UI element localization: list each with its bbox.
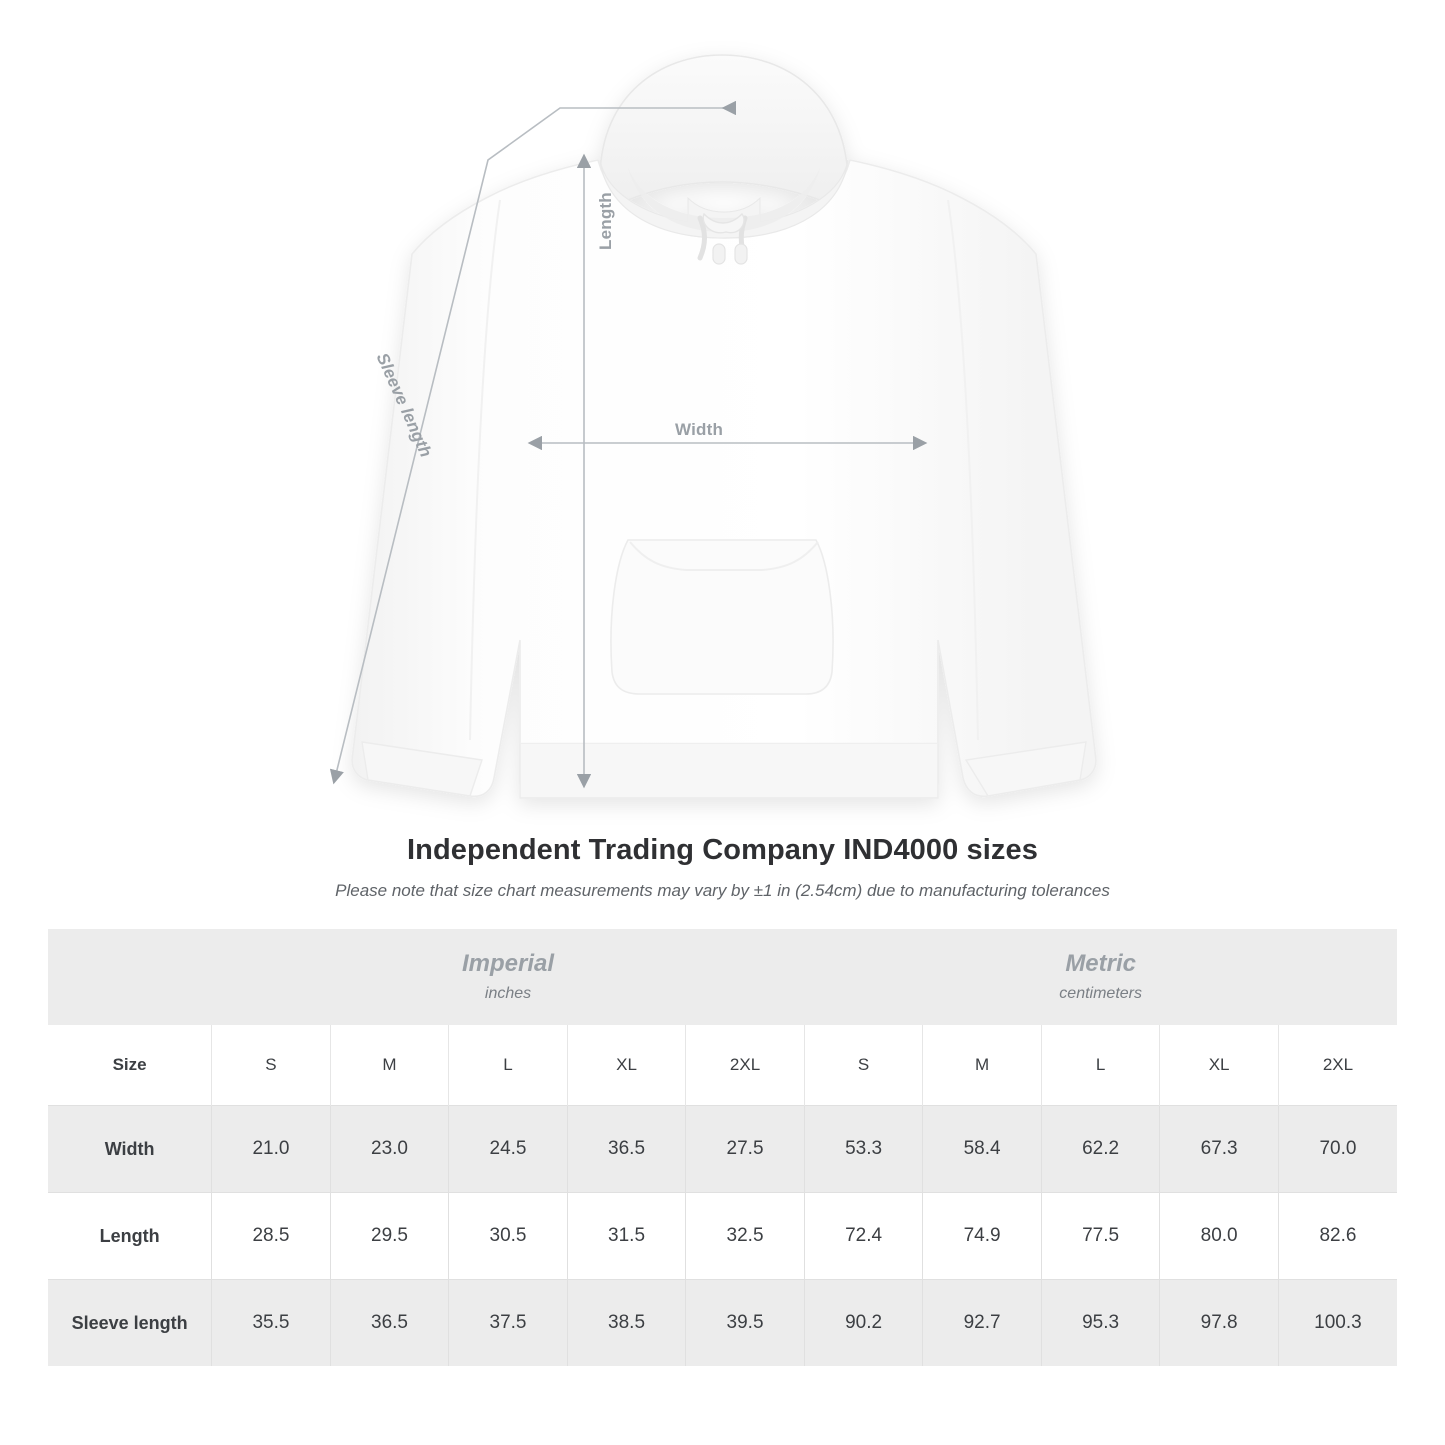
table-row <box>48 1106 1397 1193</box>
row-label-width: Width <box>48 1106 212 1193</box>
unit-system-imperial <box>212 929 805 1025</box>
measurement-tolerance-note: Please note that size chart measurements may vary by ±1 in (2.54cm) due to manufacturing tolerances <box>335 881 1110 900</box>
cell-sleeve-metric-xl: 97.8 <box>1160 1280 1279 1367</box>
cell-length-metric-xl: 80.0 <box>1160 1193 1279 1280</box>
cell-width-imperial-m: 23.0 <box>330 1106 449 1193</box>
dimension-label-length: Length <box>596 192 615 250</box>
size-header-imperial-2xl: 2XL <box>686 1025 805 1106</box>
unit-system-imperial-unit: inches <box>484 985 532 1003</box>
dimension-label-sleeve-length: Sleeve length <box>372 350 436 461</box>
cell-length-imperial-m: 29.5 <box>330 1193 449 1280</box>
cell-length-metric-2xl: 82.6 <box>1278 1193 1397 1280</box>
size-header-metric-2xl: 2XL <box>1278 1025 1397 1106</box>
cell-sleeve-metric-m: 92.7 <box>923 1280 1042 1367</box>
cell-length-metric-m: 74.9 <box>923 1193 1042 1280</box>
unit-spacer-cell <box>48 929 212 1025</box>
size-header-metric-m: M <box>923 1025 1042 1106</box>
size-header-metric-l: L <box>1041 1025 1160 1106</box>
unit-system-metric-unit: centimeters <box>1059 985 1142 1003</box>
cell-width-imperial-xl: 36.5 <box>567 1106 686 1193</box>
unit-system-metric <box>804 929 1397 1025</box>
size-header-metric-xl: XL <box>1160 1025 1279 1106</box>
cell-width-metric-xl: 67.3 <box>1160 1106 1279 1193</box>
cell-sleeve-imperial-m: 36.5 <box>330 1280 449 1367</box>
row-label-length: Length <box>48 1193 212 1280</box>
cell-length-imperial-l: 30.5 <box>449 1193 568 1280</box>
title-block <box>0 834 1445 901</box>
hoodie-body-shape <box>352 55 1096 798</box>
cell-sleeve-metric-2xl: 100.3 <box>1278 1280 1397 1367</box>
dimension-label-width: Width <box>675 420 724 439</box>
unit-system-imperial-name: Imperial <box>461 949 555 977</box>
cell-sleeve-metric-s: 90.2 <box>804 1280 923 1367</box>
cell-sleeve-imperial-s: 35.5 <box>212 1280 331 1367</box>
cell-length-imperial-s: 28.5 <box>212 1193 331 1280</box>
cell-sleeve-imperial-l: 37.5 <box>449 1280 568 1367</box>
table-row <box>48 1280 1397 1367</box>
size-header-row <box>48 1025 1397 1106</box>
unit-system-row <box>48 929 1397 1025</box>
size-header-metric-s: S <box>804 1025 923 1106</box>
cell-width-metric-2xl: 70.0 <box>1278 1106 1397 1193</box>
cell-width-imperial-s: 21.0 <box>212 1106 331 1193</box>
size-header-imperial-l: L <box>449 1025 568 1106</box>
cell-width-imperial-l: 24.5 <box>449 1106 568 1193</box>
page-title: Independent Trading Company IND4000 sizes <box>407 834 1038 866</box>
cell-width-imperial-2xl: 27.5 <box>686 1106 805 1193</box>
size-table-wrapper <box>48 929 1397 1366</box>
size-header-imperial-s: S <box>212 1025 331 1106</box>
cell-length-imperial-xl: 31.5 <box>567 1193 686 1280</box>
cell-width-metric-s: 53.3 <box>804 1106 923 1193</box>
cell-width-metric-m: 58.4 <box>923 1106 1042 1193</box>
cell-width-metric-l: 62.2 <box>1041 1106 1160 1193</box>
unit-system-metric-name: Metric <box>1065 949 1136 977</box>
size-table <box>48 929 1397 1366</box>
cell-length-imperial-2xl: 32.5 <box>686 1193 805 1280</box>
cell-sleeve-imperial-xl: 38.5 <box>567 1280 686 1367</box>
row-label-sleeve-length: Sleeve length <box>48 1280 212 1367</box>
cell-sleeve-imperial-2xl: 39.5 <box>686 1280 805 1367</box>
cell-length-metric-s: 72.4 <box>804 1193 923 1280</box>
size-header-imperial-xl: XL <box>567 1025 686 1106</box>
cell-length-metric-l: 77.5 <box>1041 1193 1160 1280</box>
size-header-label: Size <box>48 1025 212 1106</box>
cell-sleeve-metric-l: 95.3 <box>1041 1280 1160 1367</box>
size-header-imperial-m: M <box>330 1025 449 1106</box>
table-row <box>48 1193 1397 1280</box>
